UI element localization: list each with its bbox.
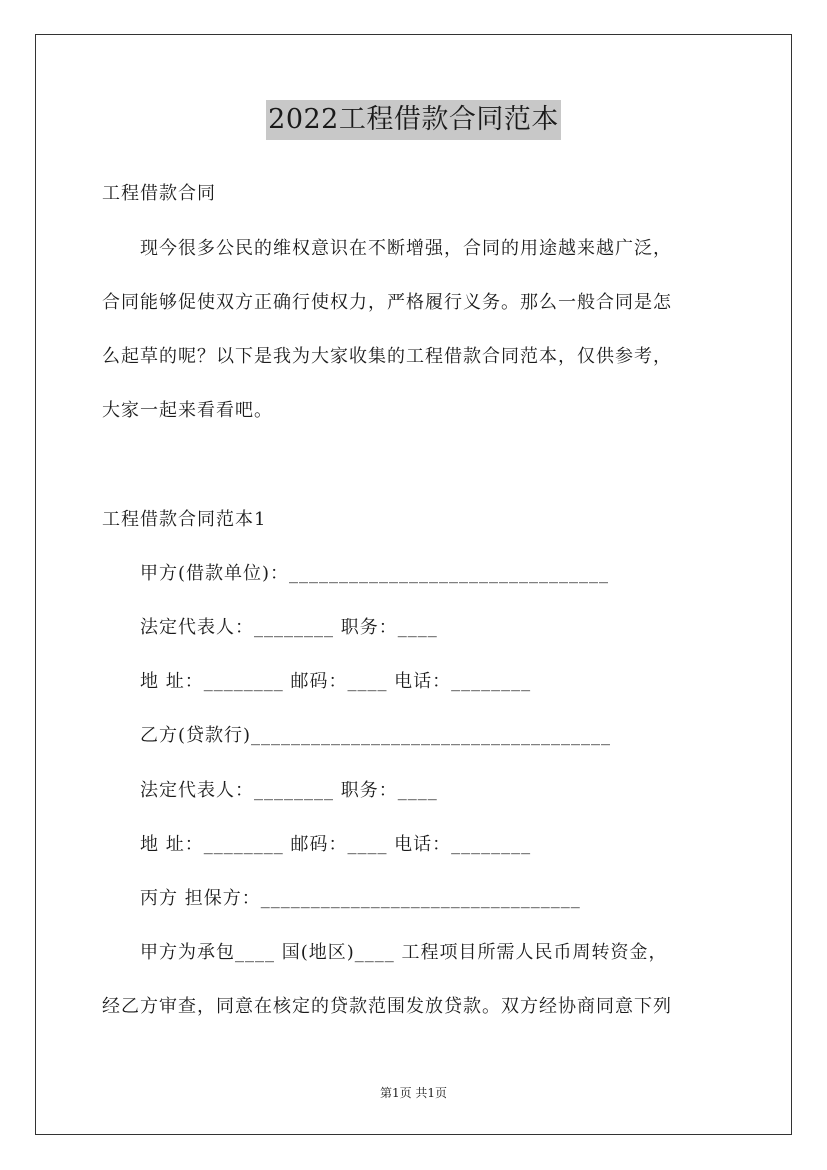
- field-party-b-representative: 法定代表人：________ 职务：____: [102, 780, 438, 801]
- intro-line: 么起草的呢？以下是我为大家收集的工程借款合同范本，仅供参考，: [102, 346, 672, 367]
- intro-line: 大家一起来看看吧。: [102, 400, 273, 421]
- field-party-a-address: 地 址：________ 邮码：____ 电话：________: [102, 671, 532, 692]
- body-line: 经乙方审查，同意在核定的贷款范围发放贷款。双方经协商同意下列: [102, 996, 672, 1017]
- title-container: [0, 100, 827, 140]
- field-party-a-representative: 法定代表人：________ 职务：____: [102, 617, 438, 638]
- document-heading: 工程借款合同: [102, 183, 216, 204]
- section-title: 工程借款合同范本1: [102, 509, 267, 530]
- field-party-a: 甲方(借款单位)：________________________________: [102, 563, 610, 584]
- field-party-c-guarantor: 丙方 担保方：________________________________: [102, 888, 581, 909]
- intro-line: 现今很多公民的维权意识在不断增强，合同的用途越来越广泛，: [102, 238, 672, 259]
- document-title: 2022工程借款合同范本: [266, 100, 561, 140]
- page-footer: 第1页 共1页: [379, 1086, 448, 1100]
- field-party-b-address: 地 址：________ 邮码：____ 电话：________: [102, 834, 532, 855]
- field-party-b: 乙方(贷款行)____________________________________: [102, 725, 612, 746]
- body-line: 甲方为承包____ 国(地区)____ 工程项目所需人民币周转资金，: [102, 942, 668, 963]
- intro-line: 合同能够促使双方正确行使权力，严格履行义务。那么一般合同是怎: [102, 292, 672, 313]
